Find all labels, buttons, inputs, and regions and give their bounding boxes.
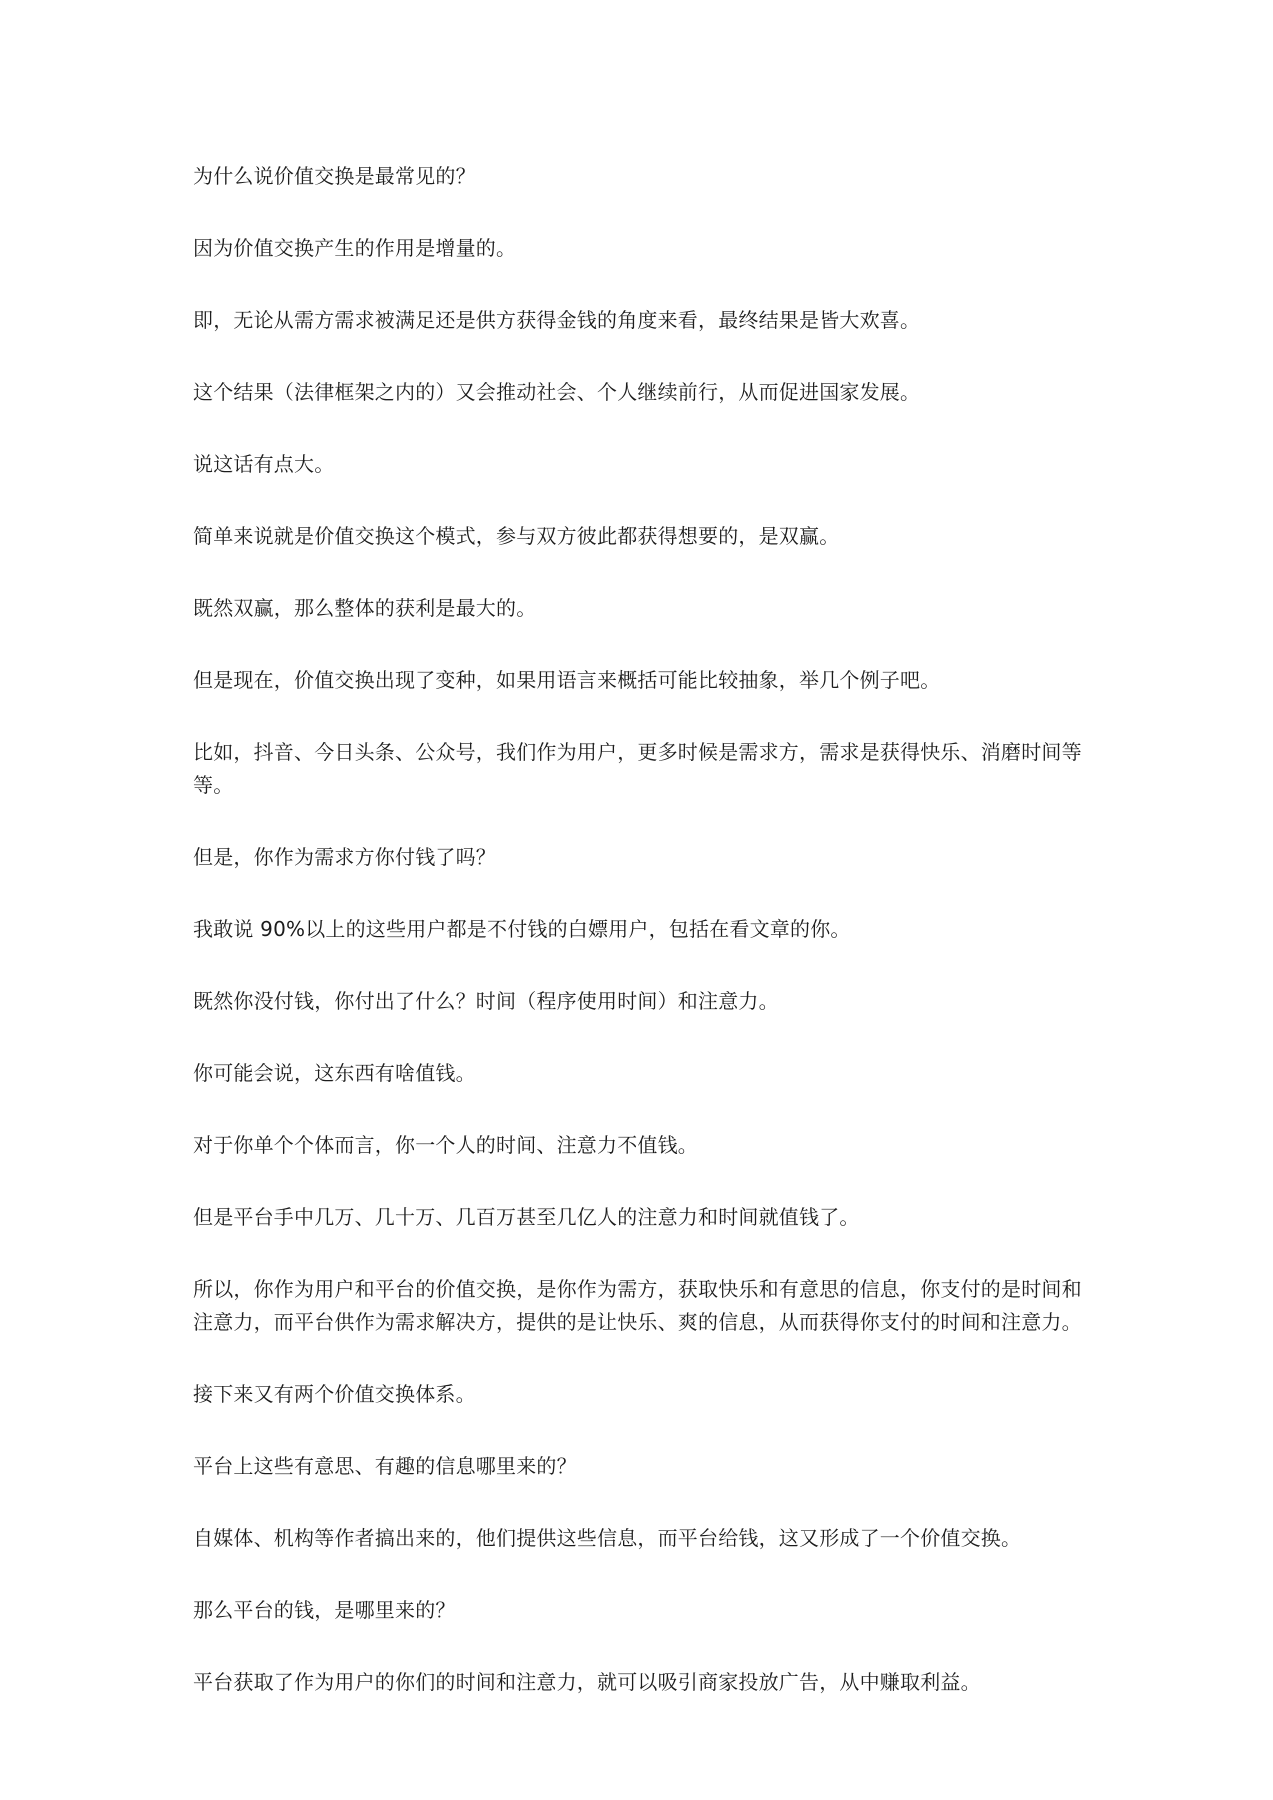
paragraph: 但是平台手中几万、几十万、几百万甚至几亿人的注意力和时间就值钱了。 <box>193 1205 860 1229</box>
paragraph: 既然你没付钱，你付出了什么？时间（程序使用时间）和注意力。 <box>193 989 779 1013</box>
paragraph: 说这话有点大。 <box>193 452 335 476</box>
paragraph: 即，无论从需方需求被满足还是供方获得金钱的角度来看，最终结果是皆大欢喜。 <box>193 308 921 332</box>
paragraph: 比如，抖音、今日头条、公众号，我们作为用户，更多时候是需求方，需求是获得快乐、消磨时间等等。 <box>193 740 1082 797</box>
paragraph: 为什么说价值交换是最常见的？ <box>193 164 476 188</box>
paragraph: 对于你单个个体而言，你一个人的时间、注意力不值钱。 <box>193 1133 698 1157</box>
paragraph: 所以，你作为用户和平台的价值交换，是你作为需方，获取快乐和有意思的信息，你支付的是时间和注意力，而平台供作为需求解决方，提供的是让快乐、爽的信息，从而获得你支付的时间和注意力。 <box>193 1277 1082 1334</box>
document-body <box>193 160 1093 1738</box>
paragraph: 你可能会说，这东西有啥值钱。 <box>193 1061 476 1085</box>
paragraph: 既然双赢，那么整体的获利是最大的。 <box>193 596 537 620</box>
paragraph: 简单来说就是价值交换这个模式，参与双方彼此都获得想要的，是双赢。 <box>193 524 840 548</box>
paragraph: 因为价值交换产生的作用是增量的。 <box>193 236 517 260</box>
paragraph: 但是，你作为需求方你付钱了吗？ <box>193 845 496 869</box>
paragraph: 这个结果（法律框架之内的）又会推动社会、个人继续前行，从而促进国家发展。 <box>193 380 921 404</box>
paragraph: 平台获取了作为用户的你们的时间和注意力，就可以吸引商家投放广告，从中赚取利益。 <box>193 1670 981 1694</box>
paragraph: 但是现在，价值交换出现了变种，如果用语言来概括可能比较抽象，举几个例子吧。 <box>193 668 941 692</box>
paragraph: 自媒体、机构等作者搞出来的，他们提供这些信息，而平台给钱，这又形成了一个价值交换。 <box>193 1526 1022 1550</box>
paragraph: 平台上这些有意思、有趣的信息哪里来的？ <box>193 1454 577 1478</box>
paragraph: 那么平台的钱，是哪里来的？ <box>193 1598 456 1622</box>
paragraph: 我敢说 90%以上的这些用户都是不付钱的白嫖用户，包括在看文章的你。 <box>193 917 851 941</box>
paragraph: 接下来又有两个价值交换体系。 <box>193 1382 476 1406</box>
